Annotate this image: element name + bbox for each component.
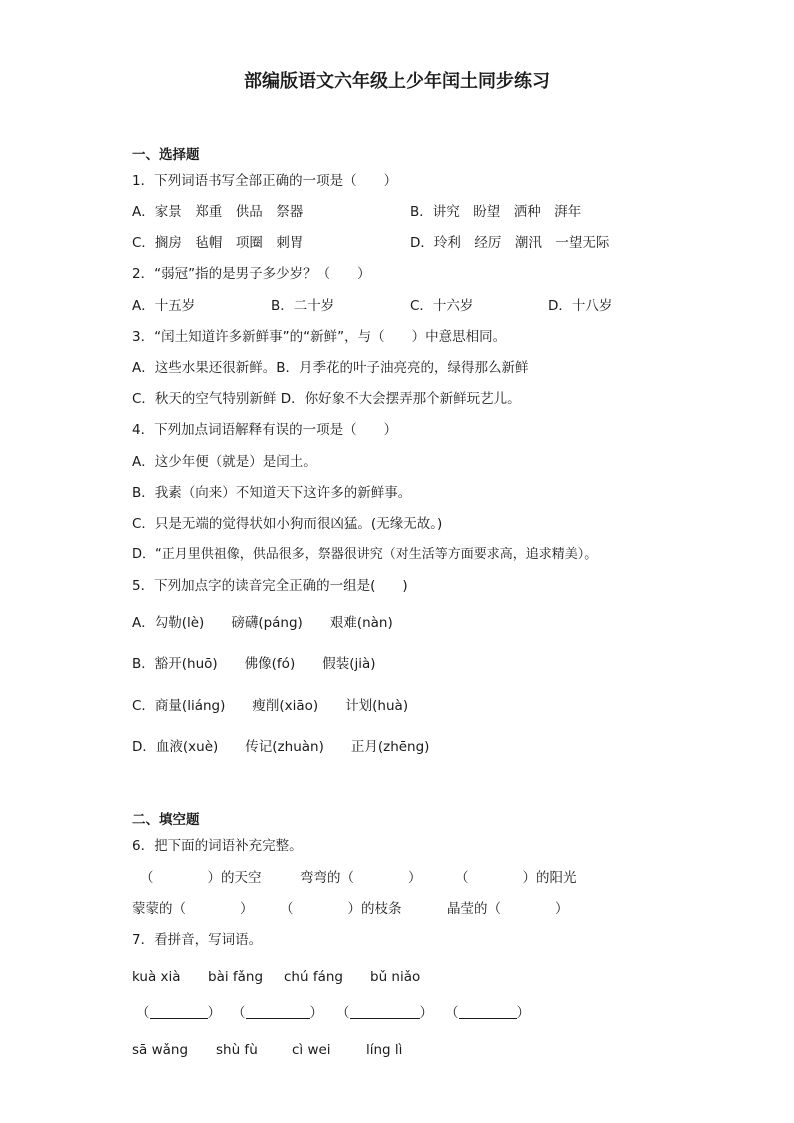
pinyin-2: bài fǎng <box>208 969 264 985</box>
question-1-option-a: A．家景 郑重 供品 祭器 <box>132 204 304 220</box>
question-5-option-b: B．豁开(huō) 佛像(fó) 假装(jià) <box>132 656 376 672</box>
question-1-stem: 1．下列词语书写全部正确的一项是（ ） <box>132 173 398 189</box>
answer-box-4[interactable] <box>445 1004 530 1022</box>
question-6-blank-3[interactable]: （ ）的阳光 <box>455 870 577 886</box>
pinyin-8: líng lì <box>366 1042 403 1058</box>
question-6-stem: 6．把下面的词语补充完整。 <box>132 838 303 854</box>
question-4-option-d: D．“正月里供祖像，供品很多，祭器很讲究（对生活等方面要求高，追求精美）。 <box>132 547 598 562</box>
question-3-options-cd: C．秋天的空气特别新鲜 D．你好象不大会摆弄那个新鲜玩艺儿。 <box>132 391 521 407</box>
question-7-stem: 7．看拼音，写词语。 <box>132 932 263 948</box>
answer-box-3[interactable] <box>336 1004 433 1022</box>
question-1-option-b: B．讲究 盼望 洒种 湃年 <box>410 204 582 220</box>
question-6-blank-6[interactable]: 晶莹的（ ） <box>447 901 569 917</box>
question-5-option-d: D．血液(xuè) 传记(zhuàn) 正月(zhēng) <box>132 739 430 755</box>
question-2-option-a: A．十五岁 <box>132 298 196 314</box>
page-title: 部编版语文六年级上少年闰土同步练习 <box>244 71 550 92</box>
open-paren: （ <box>136 1005 150 1021</box>
open-paren: （ <box>445 1005 459 1021</box>
question-2-option-b: B．二十岁 <box>271 298 335 314</box>
open-paren: （ <box>232 1005 246 1021</box>
question-1-option-c: C．搁房 毡帽 项圈 刺胃 <box>132 235 304 251</box>
question-2-option-d: D．十八岁 <box>548 298 613 314</box>
question-2-stem: 2．“弱冠”指的是男子多少岁？（ ） <box>132 266 371 282</box>
close-paren: ） <box>516 1005 530 1021</box>
question-5-stem: 5．下列加点字的读音完全正确的一组是( ) <box>132 578 408 594</box>
pinyin-5: sā wǎng <box>132 1042 189 1058</box>
question-1-option-d: D．玲利 经厉 潮汛 一望无际 <box>410 235 610 251</box>
question-3-options-ab: A．这些水果还很新鲜。B．月季花的叶子油亮亮的，绿得那么新鲜 <box>132 360 529 376</box>
pinyin-7: cì wei <box>292 1042 331 1058</box>
open-paren: （ <box>336 1005 350 1021</box>
answer-line-2[interactable] <box>246 1004 310 1019</box>
question-3-stem: 3．“闰土知道许多新鲜事”的“新鲜”，与（ ）中意思相同。 <box>132 329 507 345</box>
pinyin-6: shù fù <box>216 1042 258 1058</box>
question-4-option-b: B．我素（向来）不知道天下这许多的新鲜事。 <box>132 485 412 501</box>
section-heading-choice: 一、选择题 <box>132 147 200 163</box>
question-2-option-c: C．十六岁 <box>410 298 474 314</box>
section-heading-fill: 二、填空题 <box>132 812 200 828</box>
question-4-option-c: C．只是无端的觉得状如小狗而很凶猛。(无缘无故。) <box>132 516 443 532</box>
question-6-blank-2[interactable]: 弯弯的（ ） <box>300 870 422 886</box>
close-paren: ） <box>309 1005 323 1021</box>
close-paren: ） <box>207 1005 221 1021</box>
question-4-option-a: A．这少年便（就是）是闰土。 <box>132 454 317 470</box>
question-5-option-a: A．勾勒(lè) 磅礴(páng) 艰难(nàn) <box>132 615 393 631</box>
answer-box-1[interactable] <box>136 1004 221 1022</box>
pinyin-3: chú fáng <box>284 969 343 985</box>
pinyin-4: bǔ niǎo <box>370 969 421 985</box>
question-6-blank-5[interactable]: （ ）的枝条 <box>280 901 402 917</box>
question-5-option-c: C．商量(liáng) 瘦削(xiāo) 计划(huà) <box>132 698 409 714</box>
answer-line-4[interactable] <box>459 1004 517 1019</box>
pinyin-1: kuà xià <box>132 969 181 985</box>
answer-box-2[interactable] <box>232 1004 323 1022</box>
answer-line-3[interactable] <box>350 1004 420 1019</box>
answer-line-1[interactable] <box>150 1004 208 1019</box>
question-6-blank-4[interactable]: 蒙蒙的（ ） <box>132 901 254 917</box>
close-paren: ） <box>419 1005 433 1021</box>
question-6-blank-1[interactable]: （ ）的天空 <box>140 870 262 886</box>
question-4-stem: 4．下列加点词语解释有误的一项是（ ） <box>132 422 398 438</box>
